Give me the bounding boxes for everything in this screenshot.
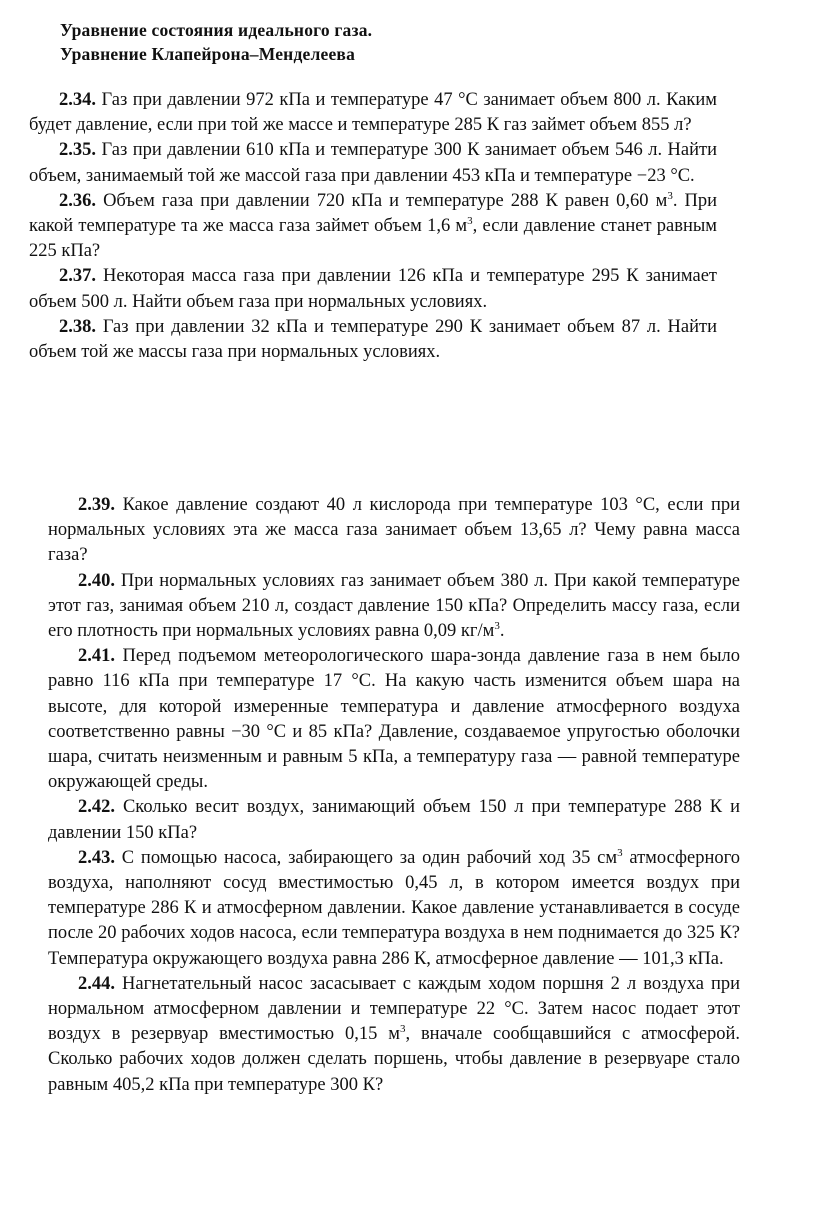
problem-block-upper — [29, 88, 717, 365]
problem-number: 2.36. — [59, 190, 96, 211]
problem-text: . — [499, 621, 505, 642]
problem-text: Сколько весит воздух, занимающий объем 150 л при температуре 288 К и давлении 150 кПа? — [48, 797, 740, 843]
superscript: 3 — [494, 619, 500, 632]
problem-text: Газ при давлении 972 кПа и температуре 47 °С занимает объем 800 л. Каким будет давление, если при той же массе и температуре 285 К газ займет объем 855 л? — [29, 90, 718, 136]
problem-2-42 — [48, 795, 740, 845]
problem-2-40 — [48, 569, 740, 645]
problem-text: Перед подъемом метеорологического шара-зонда давление газа в нем было равно 116 кПа при температуре 17 °С. На какую часть изменится объем шара на высоте, для которой измеренные температура и давление атмосферного воздуха соответственно равны −30 °С и 85 кПа? Давление, создаваемое упругостью оболочки шара, считать неизменным и равным 5 кПа, а температуру газа — равной температуре окружающей среды. — [48, 646, 740, 793]
problem-number: 2.39. — [78, 495, 115, 515]
superscript: 3 — [467, 214, 473, 227]
problem-number: 2.38. — [59, 316, 96, 337]
problem-2-43 — [48, 846, 740, 972]
problem-text: Нагнетательный насос засасывает с каждым ходом поршня 2 л воздуха при нормальном атмосферном давлении и температуре 22 °С. Затем насос подает этот воздух в резервуар вместимостью 0,15 м — [48, 973, 741, 1045]
section-heading — [60, 18, 372, 66]
problem-2-34 — [29, 88, 717, 138]
heading-line-1: Уравнение состояния идеального газа. — [60, 20, 373, 40]
problem-number: 2.43. — [78, 847, 115, 868]
superscript: 3 — [667, 189, 673, 202]
problem-2-37 — [29, 264, 717, 314]
problem-2-39 — [48, 493, 740, 569]
problem-2-36 — [29, 189, 717, 265]
problem-number: 2.37. — [59, 266, 96, 287]
problem-text: . При какой температуре та же масса газа займет объем 1,6 м — [29, 190, 718, 237]
problem-number: 2.40. — [78, 570, 115, 591]
problem-text: Газ при давлении 610 кПа и температуре 300 К занимает объем 546 л. Найти объем, занимаемый той же массой газа при давлении 453 кПа и температуре −23 °С. — [29, 140, 718, 186]
problem-number: 2.42. — [78, 797, 115, 818]
problem-2-44 — [48, 972, 740, 1098]
problem-2-38 — [29, 315, 717, 365]
problem-text: , вначале сообщавшийся с атмосферой. Сколько рабочих ходов должен сделать поршень, чтобы давление в резервуаре стало равным 405,2 кПа при температуре 300 К? — [48, 1024, 740, 1095]
superscript: 3 — [399, 1023, 406, 1036]
problem-text: При нормальных условиях газ занимает объем 380 л. При какой температуре этот газ, занимая объем 210 л, создаст давление 150 кПа? Определить массу газа, если его плотность при нормальных условиях равна 0,09 кг/м — [48, 570, 740, 642]
problem-text: Какое давление создают 40 л кислорода при температуре 103 °С, если при нормальных условиях эта же масса газа занимает объем 13,65 л? Чему равна масса газа? — [48, 495, 740, 566]
problem-text: Объем газа при давлении 720 кПа и температуре 288 К равен 0,60 м — [103, 190, 668, 211]
superscript: 3 — [617, 846, 623, 859]
problem-2-41 — [48, 644, 740, 795]
problem-number: 2.34. — [59, 90, 96, 110]
problem-2-35 — [29, 138, 717, 188]
problem-number: 2.35. — [59, 140, 96, 161]
problem-text: , если давление станет равным 225 кПа? — [29, 216, 718, 262]
problem-number: 2.41. — [78, 646, 115, 667]
problem-number: 2.44. — [78, 973, 115, 994]
heading-line-2: Уравнение Клапейрона–Менделеева — [60, 44, 356, 64]
problem-block-lower — [48, 493, 740, 1098]
problem-text: Некоторая масса газа при давлении 126 кПа и температуре 295 К занимает объем 500 л. Найти объем газа при нормальных условиях. — [29, 266, 718, 312]
problem-text: С помощью насоса, забирающего за один рабочий ход 35 см — [121, 847, 618, 868]
problem-text: атмосферного воздуха, наполняют сосуд вместимостью 0,45 л, в котором имеется воздух при температуре 286 К и атмосферном давлении. Какое давление устанавливается в сосуде после 20 рабочих ходов насоса, если температура воздуха в нем поднимается до 325 К? Температура окружающего воздуха равна 286 К, атмосферное давление — 101,3 кПа. — [48, 847, 741, 969]
problem-text: Газ при давлении 32 кПа и температуре 290 К занимает объем 87 л. Найти объем той же массы газа при нормальных условиях. — [29, 316, 718, 363]
